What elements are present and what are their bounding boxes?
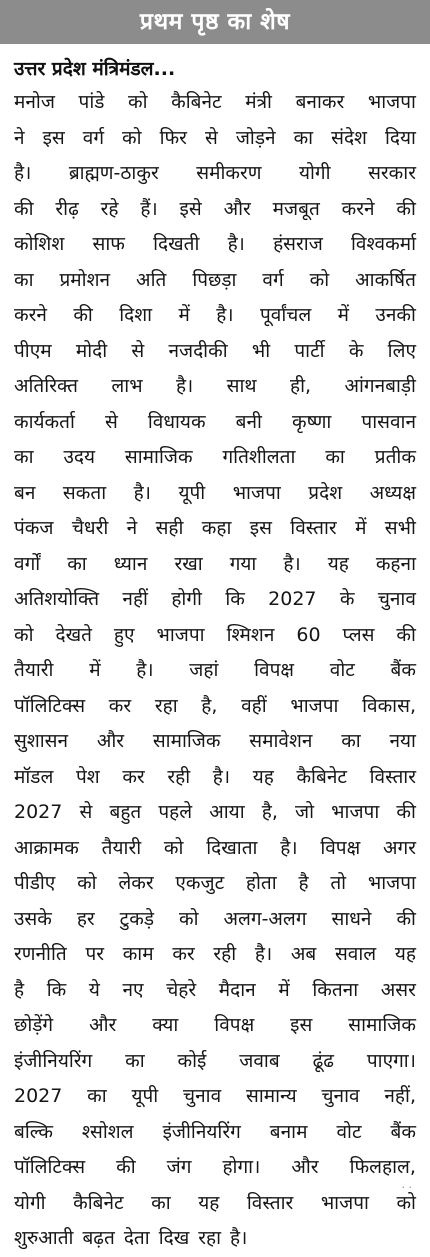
article-line: छोड़ेंगे और क्या विपक्ष इस सामाजिक [14, 1014, 416, 1036]
article-line: का प्रमोशन अति पिछड़ा वर्ग को आकर्षित [14, 268, 416, 291]
article-line: पॉलिटिक्स कर रहा है, वहीं भाजपा विकास, [14, 694, 416, 717]
article-line: कोशिश साफ दिखती है। हंसराज विश्वकर्मा [14, 233, 416, 255]
corner-mark-icon: · · [401, 1181, 412, 1194]
article-line: 2027 का यूपी चुनाव सामान्य चुनाव नहीं, [14, 1085, 416, 1107]
banner-title: प्रथम पृष्ठ का शेष [139, 9, 291, 35]
article-line: मॉडल पेश कर रही है। यह कैबिनेट विस्तार [14, 765, 416, 788]
article-line: पॉलिटिक्स की जंग होगा। और फिलहाल, [14, 1156, 416, 1178]
article-line: वर्गों का ध्यान रखा गया है। यह कहना [14, 552, 416, 575]
article-line: करने की दिशा में है। पूर्वांचल में उनकी [14, 304, 416, 326]
article-line: बल्कि श्सोशल इंजीनियरिंग बनाम वोट बैंक [14, 1120, 416, 1143]
article-line: है। ब्राह्मण-ठाकुर समीकरण योगी सरकार [14, 162, 416, 184]
article-line: रणनीति पर काम कर रही है। अब सवाल यह [14, 943, 416, 965]
article-line: आक्रामक तैयारी को दिखाता है। विपक्ष अगर [14, 836, 416, 859]
article-line: उसके हर टुकड़े को अलग-अलग साधने की [14, 907, 416, 930]
article-line: पीएम मोदी से नजदीकी भी पार्टी के लिए [14, 339, 416, 362]
article-line: का उदय सामाजिक गतिशीलता का प्रतीक [14, 446, 416, 468]
article-line: बन सकता है। यूपी भाजपा प्रदेश अध्यक्ष [14, 481, 416, 504]
article-headline: उत्तर प्रदेश मंत्रिमंडल... [14, 58, 176, 80]
article-line: सुशासन और सामाजिक समावेशन का नया [14, 730, 416, 752]
article-line: कार्यकर्ता से विधायक बनी कृष्णा पासवान [14, 410, 416, 433]
continuation-banner [0, 0, 430, 44]
article-line: अतिरिक्त लाभ है। साथ ही, आंगनबाड़ी [14, 375, 416, 397]
article-line: तैयारी में है। जहां विपक्ष वोट बैंक [14, 659, 416, 681]
article-line: है कि ये नए चेहरे मैदान में कितना असर [14, 978, 416, 1001]
article-line: ने इस वर्ग को फिर से जोड़ने का संदेश दिया [14, 126, 416, 149]
article-line: इंजीनियरिंग का कोई जवाब ढूंढ पाएगा। [14, 1049, 416, 1072]
article-line: पीडीए को लेकर एकजुट होता है तो भाजपा [14, 872, 416, 894]
article-line: मनोज पांडे को कैबिनेट मंत्री बनाकर भाजपा [14, 91, 416, 113]
article-line: अतिशयोक्ति नहीं होगी कि 2027 के चुनाव [14, 588, 416, 610]
article-line: की रीढ़ रहे हैं। इसे और मजबूत करने की [14, 197, 416, 220]
article-line: शुरुआती बढ़त देता दिख रहा है। [14, 1227, 248, 1249]
article-line: पंकज चैधरी ने सही कहा इस विस्तार में सभी [14, 517, 416, 539]
article [14, 44, 416, 1249]
article-line: 2027 से बहुत पहले आया है, जो भाजपा की [14, 801, 416, 823]
article-body [14, 85, 416, 1257]
article-line: योगी कैबिनेट का यह विस्तार भाजपा को [14, 1191, 416, 1214]
article-line: को देखते हुए भाजपा श्मिशन 60 प्लस की [14, 623, 416, 646]
